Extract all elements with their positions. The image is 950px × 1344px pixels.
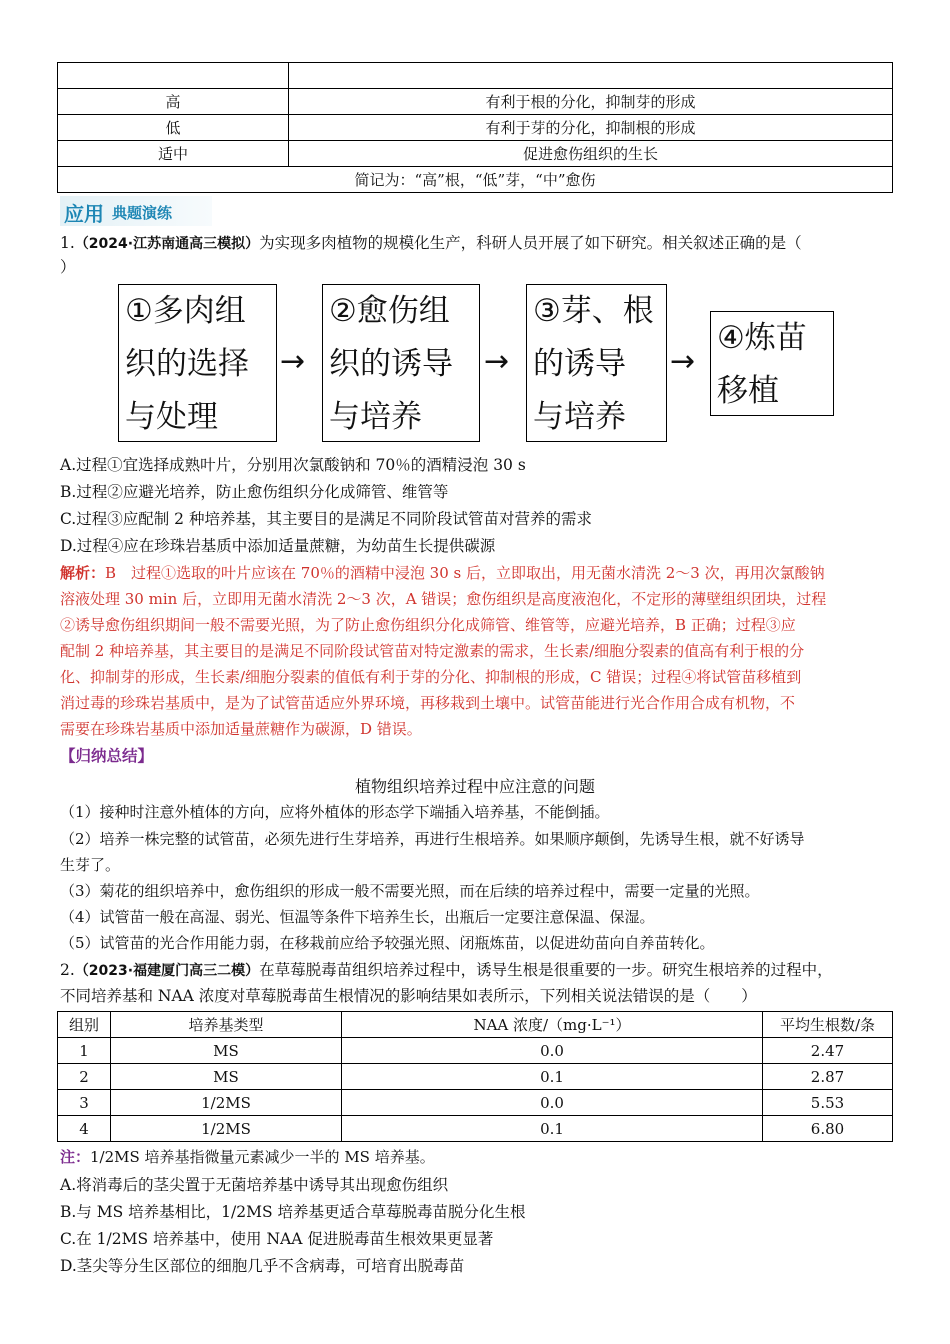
option-a: A.过程①宜选择成熟叶片，分别用次氯酸钠和 70％的酒精浸泡 30 s	[60, 456, 526, 474]
option-b: B.过程②应避光培养，防止愈伤组织分化成筛管、维管等	[60, 483, 449, 501]
flow-step-line: ③芽、根	[533, 293, 654, 329]
table-row	[58, 1038, 893, 1064]
flow-arrow-icon: →	[484, 344, 510, 379]
option-a: A.将消毒后的茎尖置于无菌培养基中诱导其出现愈伤组织	[60, 1176, 449, 1194]
table-summary: 简记为：“高”根，“低”芽，“中”愈伤	[58, 167, 893, 193]
table-cell: 6.80	[763, 1116, 893, 1142]
question-source: （2024·江苏南通高三模拟）	[74, 236, 260, 252]
analysis-line: 溶液处理 30 min 后，立即用无菌水清洗 2～3 次，A 错误；愈伤组织是高度液泡化，不定形的薄壁组织团块，过程	[60, 590, 827, 608]
table-cell: 3	[58, 1090, 111, 1116]
banner-sublabel: 典题演练	[112, 204, 173, 222]
question-2-stem-cont: 不同培养基和 NAA 浓度对草莓脱毒苗生根情况的影响结果如表所示，下列相关说法错误的是（ ）	[60, 987, 757, 1005]
analysis-text: B 过程①选取的叶片应该在 70％的酒精中浸泡 30 s 后，立即取出，用无菌水清洗 2～3 次，再用次氯酸钠	[105, 564, 825, 582]
question-number: 2.	[60, 961, 75, 979]
question-2-stem	[60, 959, 833, 982]
table-cell: 1	[58, 1038, 111, 1064]
table-row	[58, 115, 893, 141]
option-c: C.过程③应配制 2 种培养基，其主要目的是满足不同阶段试管苗对营养的需求	[60, 510, 592, 528]
table-header: 平均生根数/条	[763, 1012, 893, 1038]
note-label: 注：	[60, 1148, 91, 1166]
table-cell: MS	[111, 1038, 342, 1064]
table-cell: 低	[58, 115, 289, 141]
flow-step-3	[526, 284, 667, 442]
table-header-row	[58, 1012, 893, 1038]
table-cell: 1/2MS	[111, 1116, 342, 1142]
flow-step-line: 织的选择	[125, 346, 249, 382]
summary-label: 【归纳总结】	[60, 746, 154, 765]
summary-line: （3）菊花的组织培养中，愈伤组织的形成一般不需要光照，而在后续的培养过程中，需要一定量的光照。	[60, 882, 760, 900]
flow-step-line: 织的诱导	[329, 346, 453, 382]
summary-line: （4）试管苗一般在高湿、弱光、恒温等条件下培养生长，出瓶后一定要注意保温、保湿。	[60, 908, 655, 926]
question-1-stem-end: ）	[60, 258, 76, 276]
table-row	[58, 63, 893, 89]
option-d: D.茎尖等分生区部位的细胞几乎不含病毒，可培育出脱毒苗	[60, 1257, 465, 1275]
option-c: C.在 1/2MS 培养基中，使用 NAA 促进脱毒苗生根效果更显著	[60, 1230, 494, 1248]
question-1-stem	[60, 232, 802, 255]
question-text: 在草莓脱毒苗组织培养过程中，诱导生根是很重要的一步。研究生根培养的过程中，	[259, 961, 833, 979]
flow-step-2	[322, 284, 480, 442]
table-cell: 2.47	[763, 1038, 893, 1064]
flow-step-line: ④炼苗	[717, 320, 807, 356]
table-cell: 1/2MS	[111, 1090, 342, 1116]
table-row	[58, 1116, 893, 1142]
analysis-line: 需要在珍珠岩基质中添加适量蔗糖作为碳源，D 错误。	[60, 720, 422, 738]
table-row	[58, 1090, 893, 1116]
table-cell: 促进愈伤组织的生长	[289, 141, 893, 167]
flow-step-line: 与处理	[125, 399, 218, 435]
banner-label: 应用	[64, 202, 104, 226]
table-row	[58, 1064, 893, 1090]
table-cell: 4	[58, 1116, 111, 1142]
question-text: 为实现多肉植物的规模化生产，科研人员开展了如下研究。相关叙述正确的是（	[259, 234, 802, 252]
flow-arrow-icon: →	[280, 344, 306, 379]
summary-line: 生芽了。	[60, 856, 121, 874]
question-number: 1.	[60, 234, 75, 252]
analysis-line: 消过毒的珍珠岩基质中，是为了试管苗适应外界环境，再移栽到土壤中。试管苗能进行光合作用合成有机物，不	[60, 694, 796, 712]
analysis-line: ②诱导愈伤组织期间一般不需要光照，为了防止愈伤组织分化成筛管、维管等，应避光培养，B 正确；过程③应	[60, 616, 796, 634]
option-d: D.过程④应在珍珠岩基质中添加适量蔗糖，为幼苗生长提供碳源	[60, 537, 496, 555]
table-cell	[289, 63, 893, 89]
table-cell: 5.53	[763, 1090, 893, 1116]
flow-step-1	[118, 284, 277, 442]
summary-line: （2）培养一株完整的试管苗，必须先进行生芽培养，再进行生根培养。如果顺序颠倒，先诱导生根，就不好诱导	[60, 830, 805, 848]
flow-step-4	[710, 311, 834, 416]
table-cell: 有利于芽的分化，抑制根的形成	[289, 115, 893, 141]
table-cell: 0.0	[342, 1038, 763, 1064]
flow-step-line: 与培养	[329, 399, 422, 435]
summary-title: 植物组织培养过程中应注意的问题	[354, 777, 595, 796]
option-b: B.与 MS 培养基相比，1/2MS 培养基更适合草莓脱毒苗脱分化生根	[60, 1203, 526, 1221]
table-cell	[58, 63, 289, 89]
flow-step-line: ②愈伤组	[329, 293, 450, 329]
table-note	[60, 1146, 435, 1168]
naa-results-table	[57, 1011, 893, 1142]
hormone-ratio-table	[57, 62, 893, 193]
flow-step-line: 移植	[717, 373, 779, 409]
table-row	[58, 141, 893, 167]
table-header: 组别	[58, 1012, 111, 1038]
analysis-line: 配制 2 种培养基，其主要目的是满足不同阶段试管苗对特定激素的需求，生长素/细胞分裂素的值高有利于根的分	[60, 642, 805, 660]
table-header: NAA 浓度/（mg·L⁻¹）	[342, 1012, 763, 1038]
flow-arrow-icon: →	[670, 344, 696, 379]
flow-step-line: 的诱导	[533, 346, 626, 382]
analysis-line	[60, 562, 825, 584]
table-cell: 0.1	[342, 1064, 763, 1090]
table-cell: 2	[58, 1064, 111, 1090]
table-cell: 0.1	[342, 1116, 763, 1142]
table-header: 培养基类型	[111, 1012, 342, 1038]
table-cell: 2.87	[763, 1064, 893, 1090]
table-cell: 有利于根的分化，抑制芽的形成	[289, 89, 893, 115]
table-row	[58, 167, 893, 193]
table-cell: 适中	[58, 141, 289, 167]
analysis-line: 化、抑制芽的形成，生长素/细胞分裂素的值低有利于芽的分化、抑制根的形成，C 错误；过程④将试管苗移植到	[60, 668, 802, 686]
section-banner	[60, 196, 212, 226]
summary-line: （5）试管苗的光合作用能力弱，在移栽前应给予较强光照、闭瓶炼苗，以促进幼苗向自养苗转化。	[60, 934, 715, 952]
table-cell: 0.0	[342, 1090, 763, 1116]
table-cell: 高	[58, 89, 289, 115]
table-cell: MS	[111, 1064, 342, 1090]
analysis-label: 解析：	[60, 564, 106, 582]
question-source: （2023·福建厦门高三二模）	[74, 963, 260, 979]
flow-step-line: 与培养	[533, 399, 626, 435]
flow-step-line: ①多肉组	[125, 293, 246, 329]
table-row	[58, 89, 893, 115]
note-text: 1/2MS 培养基指微量元素减少一半的 MS 培养基。	[90, 1148, 435, 1166]
summary-line: （1）接种时注意外植体的方向，应将外植体的形态学下端插入培养基，不能倒插。	[60, 803, 610, 821]
